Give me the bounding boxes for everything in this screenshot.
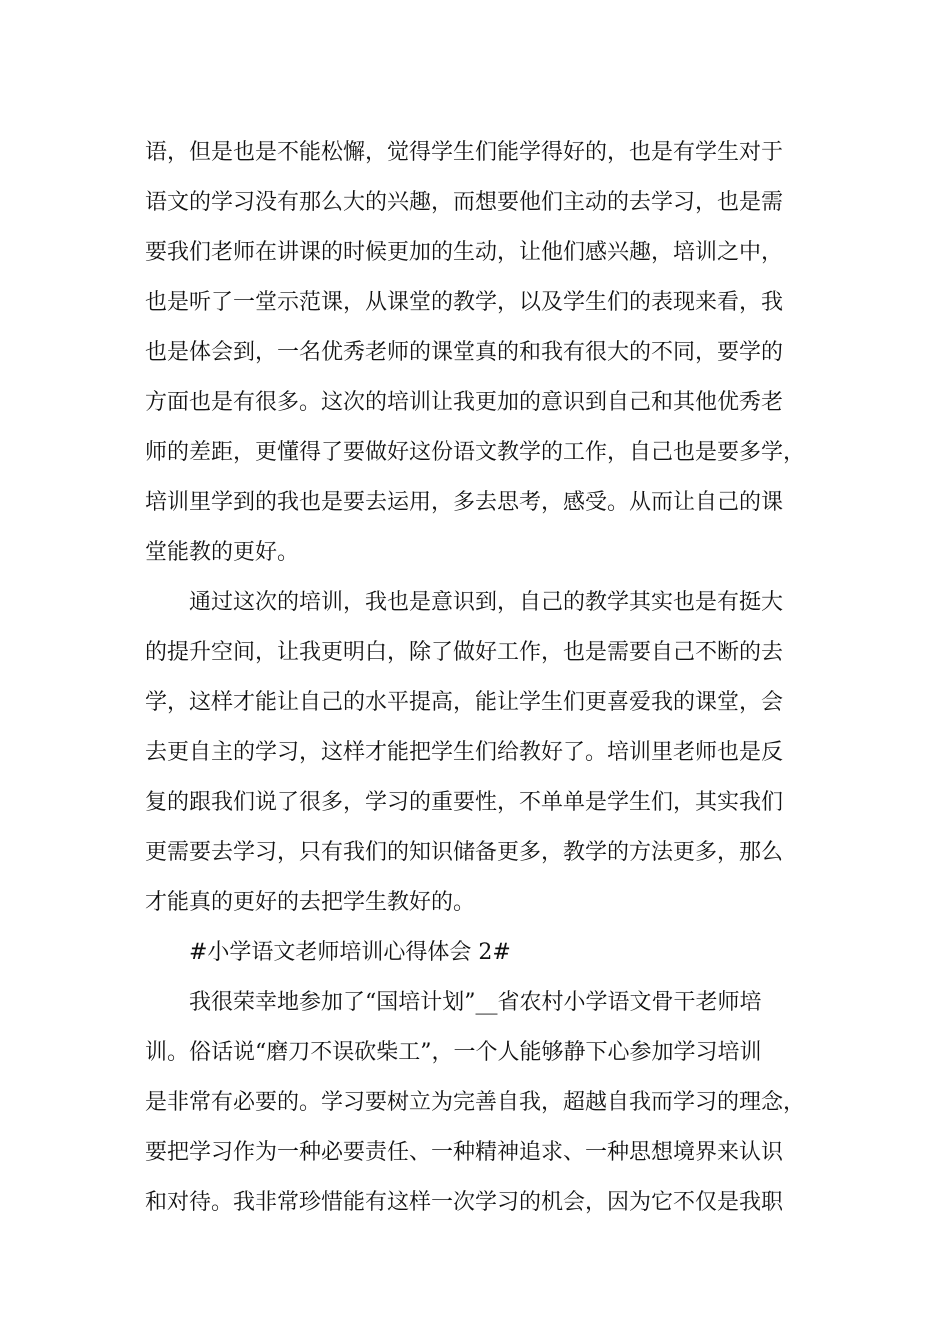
document-body	[145, 128, 825, 1228]
text-line: 语文的学习没有那么大的兴趣，而想要他们主动的去学习，也是需	[145, 190, 784, 215]
text-line: 也是体会到，一名优秀老师的课堂真的和我有很大的不同，要学的	[145, 340, 784, 365]
text-line: 要把学习作为一种必要责任、一种精神追求、一种思想境界来认识	[145, 1140, 784, 1165]
text-line: 的提升空间，让我更明白，除了做好工作，也是需要自己不断的去	[145, 640, 784, 665]
paragraph-3	[145, 978, 825, 1228]
text-line: 更需要去学习，只有我们的知识储备更多，教学的方法更多，那么	[145, 840, 784, 865]
text-line: 是非常有必要的。学习要树立为完善自我，超越自我而学习的理念，	[145, 1090, 806, 1115]
text-line: 通过这次的培训，我也是意识到，自己的教学其实也是有挺大	[189, 590, 784, 615]
text-line: 师的差距，更懂得了要做好这份语文教学的工作，自己也是要多学，	[145, 440, 806, 465]
heading-text: #小学语文老师培训心得体会 2#	[189, 940, 511, 965]
text-line: 才能真的更好的去把学生教好的。	[145, 890, 476, 915]
text-line: 去更自主的学习，这样才能把学生们给教好了。培训里老师也是反	[145, 740, 784, 765]
text-line: 也是听了一堂示范课，从课堂的教学，以及学生们的表现来看，我	[145, 290, 784, 315]
text-line: 学，这样才能让自己的水平提高，能让学生们更喜爱我的课堂，会	[145, 690, 784, 715]
text-line: 语，但是也是不能松懈，觉得学生们能学得好的，也是有学生对于	[145, 140, 784, 165]
text-line: 训。俗话说“磨刀不误砍柴工”，一个人能够静下心参加学习培训	[145, 1040, 762, 1065]
text-line: 方面也是有很多。这次的培训让我更加的意识到自己和其他优秀老	[145, 390, 784, 415]
text-line: 我很荣幸地参加了“国培计划”__省农村小学语文骨干老师培	[189, 990, 762, 1015]
text-line: 和对待。我非常珍惜能有这样一次学习的机会，因为它不仅是我职	[145, 1190, 784, 1215]
text-line: 培训里学到的我也是要去运用，多去思考，感受。从而让自己的课	[145, 490, 784, 515]
paragraph-1	[145, 128, 825, 578]
text-line: 复的跟我们说了很多，学习的重要性，不单单是学生们，其实我们	[145, 790, 784, 815]
section-heading	[145, 928, 825, 978]
paragraph-2	[145, 578, 825, 928]
text-line: 要我们老师在讲课的时候更加的生动，让他们感兴趣，培训之中，	[145, 240, 784, 265]
text-line: 堂能教的更好。	[145, 540, 300, 565]
